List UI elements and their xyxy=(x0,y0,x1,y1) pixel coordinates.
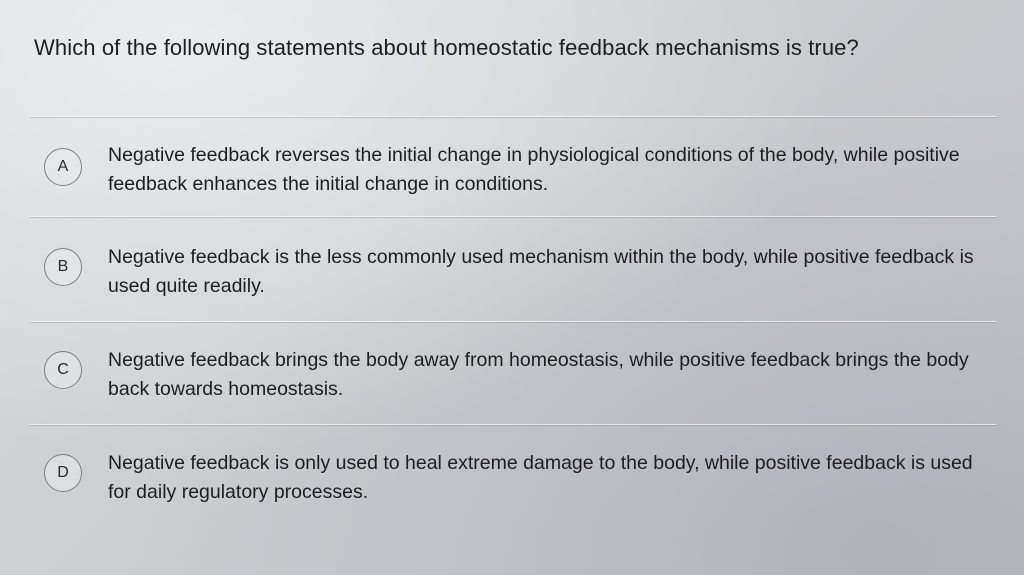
option-a[interactable] xyxy=(0,138,1024,228)
question-text: Which of the following statements about homeostatic feedback mechanisms is true? xyxy=(34,35,859,60)
option-d[interactable] xyxy=(0,449,1024,539)
option-c-text: Negative feedback brings the body away from homeostasis, while positive feedback brings the body back towards homeostasis. xyxy=(108,349,969,400)
option-d-radio[interactable]: D xyxy=(44,454,82,492)
option-b[interactable] xyxy=(0,240,1024,330)
option-c[interactable] xyxy=(0,345,1024,435)
option-a-radio[interactable]: A xyxy=(44,148,82,186)
option-d-text: Negative feedback is only used to heal extreme damage to the body, while positive feedback is used for daily regulatory processes. xyxy=(108,452,973,503)
divider xyxy=(30,424,996,425)
option-b-radio[interactable]: B xyxy=(44,248,82,286)
option-a-text: Negative feedback reverses the initial change in physiological conditions of the body, while positive feedback enhances the initial change in conditions. xyxy=(108,144,960,195)
divider xyxy=(30,321,996,322)
option-c-radio[interactable]: C xyxy=(44,351,82,389)
divider xyxy=(30,116,996,117)
option-b-text: Negative feedback is the less commonly used mechanism within the body, while positive feedback is used quite readily. xyxy=(108,246,974,297)
divider xyxy=(30,216,996,217)
